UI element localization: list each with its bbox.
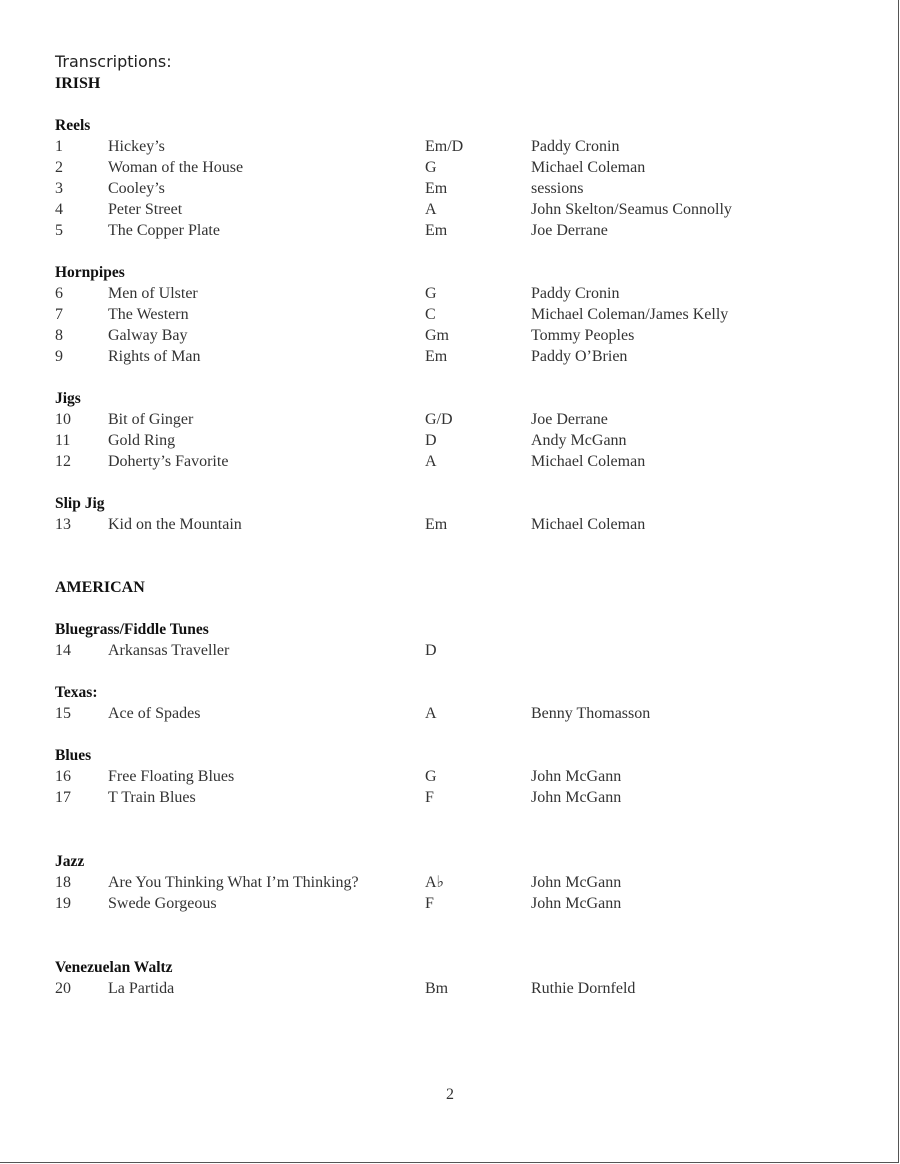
tune-key: C — [425, 306, 436, 323]
tune-title: Arkansas Traveller — [108, 642, 230, 659]
tune-source: Andy McGann — [531, 432, 627, 449]
tune-source: Joe Derrane — [531, 222, 608, 239]
section-irish: IRISH — [55, 75, 101, 92]
tune-number: 12 — [55, 453, 71, 470]
tune-number: 15 — [55, 705, 71, 722]
tune-source: Tommy Peoples — [531, 327, 635, 344]
tune-number: 17 — [55, 789, 71, 806]
tune-key: A — [425, 705, 437, 722]
page-heading: Transcriptions: — [55, 52, 172, 71]
tune-row — [55, 766, 855, 787]
tune-number: 20 — [55, 980, 71, 997]
tune-source: Ruthie Dornfeld — [531, 980, 636, 997]
page-number: 2 — [446, 1086, 454, 1103]
tune-source: sessions — [531, 180, 584, 197]
tune-key: Gm — [425, 327, 449, 344]
tune-row — [55, 325, 855, 346]
tune-row — [55, 787, 855, 808]
tune-title: La Partida — [108, 980, 175, 997]
tune-source: Michael Coleman — [531, 453, 646, 470]
tune-key: Em — [425, 222, 448, 239]
category-slip-jig: Slip Jig — [55, 495, 105, 512]
tune-key: Em/D — [425, 138, 464, 155]
tune-title: T Train Blues — [108, 789, 196, 806]
tune-row — [55, 514, 855, 535]
tune-number: 1 — [55, 138, 63, 155]
tune-title: Free Floating Blues — [108, 768, 235, 785]
tune-key: G — [425, 768, 437, 785]
tune-number: 14 — [55, 642, 71, 659]
tune-key: G — [425, 285, 437, 302]
tune-source: Benny Thomasson — [531, 705, 651, 722]
tune-title: Hickey’s — [108, 138, 165, 155]
tune-title: Men of Ulster — [108, 285, 198, 302]
tune-key: A — [425, 453, 437, 470]
tune-row — [55, 893, 855, 914]
tune-source: John McGann — [531, 789, 622, 806]
tune-row — [55, 703, 855, 724]
section-american: AMERICAN — [55, 579, 145, 596]
tune-title: Peter Street — [108, 201, 183, 218]
tune-source: John McGann — [531, 874, 622, 891]
tune-number: 8 — [55, 327, 63, 344]
category-venezuelan-waltz: Venezuelan Waltz — [55, 959, 173, 976]
tune-key: A — [425, 201, 437, 218]
tune-source: John McGann — [531, 895, 622, 912]
category-bluegrass: Bluegrass/Fiddle Tunes — [55, 621, 209, 638]
tune-number: 16 — [55, 768, 71, 785]
tune-number: 19 — [55, 895, 71, 912]
tune-title: Bit of Ginger — [108, 411, 194, 428]
tune-title: Rights of Man — [108, 348, 201, 365]
tune-row — [55, 136, 855, 157]
tune-key: Em — [425, 180, 448, 197]
tune-number: 3 — [55, 180, 63, 197]
tune-key: F — [425, 789, 434, 806]
category-hornpipes: Hornpipes — [55, 264, 125, 281]
tune-number: 7 — [55, 306, 63, 323]
tune-row — [55, 178, 855, 199]
tune-key: Em — [425, 348, 448, 365]
tune-row — [55, 640, 855, 661]
tune-key: Bm — [425, 980, 449, 997]
tune-source: Joe Derrane — [531, 411, 608, 428]
tune-title: Gold Ring — [108, 432, 176, 449]
tune-row — [55, 978, 855, 999]
tune-row — [55, 872, 855, 893]
tune-row — [55, 220, 855, 241]
tune-key: F — [425, 895, 434, 912]
tune-source: Paddy Cronin — [531, 285, 620, 302]
tune-title: Galway Bay — [108, 327, 188, 344]
tune-number: 10 — [55, 411, 71, 428]
tune-source: Paddy Cronin — [531, 138, 620, 155]
tune-row — [55, 157, 855, 178]
tune-key: A♭ — [425, 874, 445, 891]
category-jigs: Jigs — [55, 390, 81, 407]
tune-source: Michael Coleman — [531, 516, 646, 533]
tune-title: Kid on the Mountain — [108, 516, 242, 533]
tune-number: 9 — [55, 348, 63, 365]
tune-number: 4 — [55, 201, 63, 218]
tune-title: Are You Thinking What I’m Thinking? — [108, 874, 359, 891]
transcriptions-list — [55, 51, 855, 999]
tune-number: 18 — [55, 874, 71, 891]
tune-title: Woman of the House — [108, 159, 244, 176]
tune-row — [55, 283, 855, 304]
tune-source: John McGann — [531, 768, 622, 785]
tune-source: Michael Coleman/James Kelly — [531, 306, 729, 323]
tune-key: D — [425, 432, 437, 449]
tune-title: Ace of Spades — [108, 705, 201, 722]
tune-row — [55, 430, 855, 451]
tune-number: 13 — [55, 516, 71, 533]
tune-source: Michael Coleman — [531, 159, 646, 176]
tune-row — [55, 304, 855, 325]
tune-title: Swede Gorgeous — [108, 895, 217, 912]
tune-title: The Copper Plate — [108, 222, 220, 239]
category-reels: Reels — [55, 117, 91, 134]
category-jazz: Jazz — [55, 853, 85, 870]
tune-number: 5 — [55, 222, 63, 239]
tune-title: Cooley’s — [108, 180, 165, 197]
tune-number: 2 — [55, 159, 63, 176]
tune-number: 6 — [55, 285, 63, 302]
category-texas: Texas: — [55, 684, 98, 701]
tune-row — [55, 346, 855, 367]
tune-number: 11 — [55, 432, 71, 449]
tune-key: G — [425, 159, 437, 176]
tune-key: Em — [425, 516, 448, 533]
tune-title: Doherty’s Favorite — [108, 453, 229, 470]
tune-source: Paddy O’Brien — [531, 348, 628, 365]
tune-key: D — [425, 642, 437, 659]
tune-row — [55, 451, 855, 472]
tune-source: John Skelton/Seamus Connolly — [531, 201, 732, 218]
tune-row — [55, 409, 855, 430]
tune-row — [55, 199, 855, 220]
tune-key: G/D — [425, 411, 453, 428]
tune-title: The Western — [108, 306, 189, 323]
category-blues: Blues — [55, 747, 92, 764]
